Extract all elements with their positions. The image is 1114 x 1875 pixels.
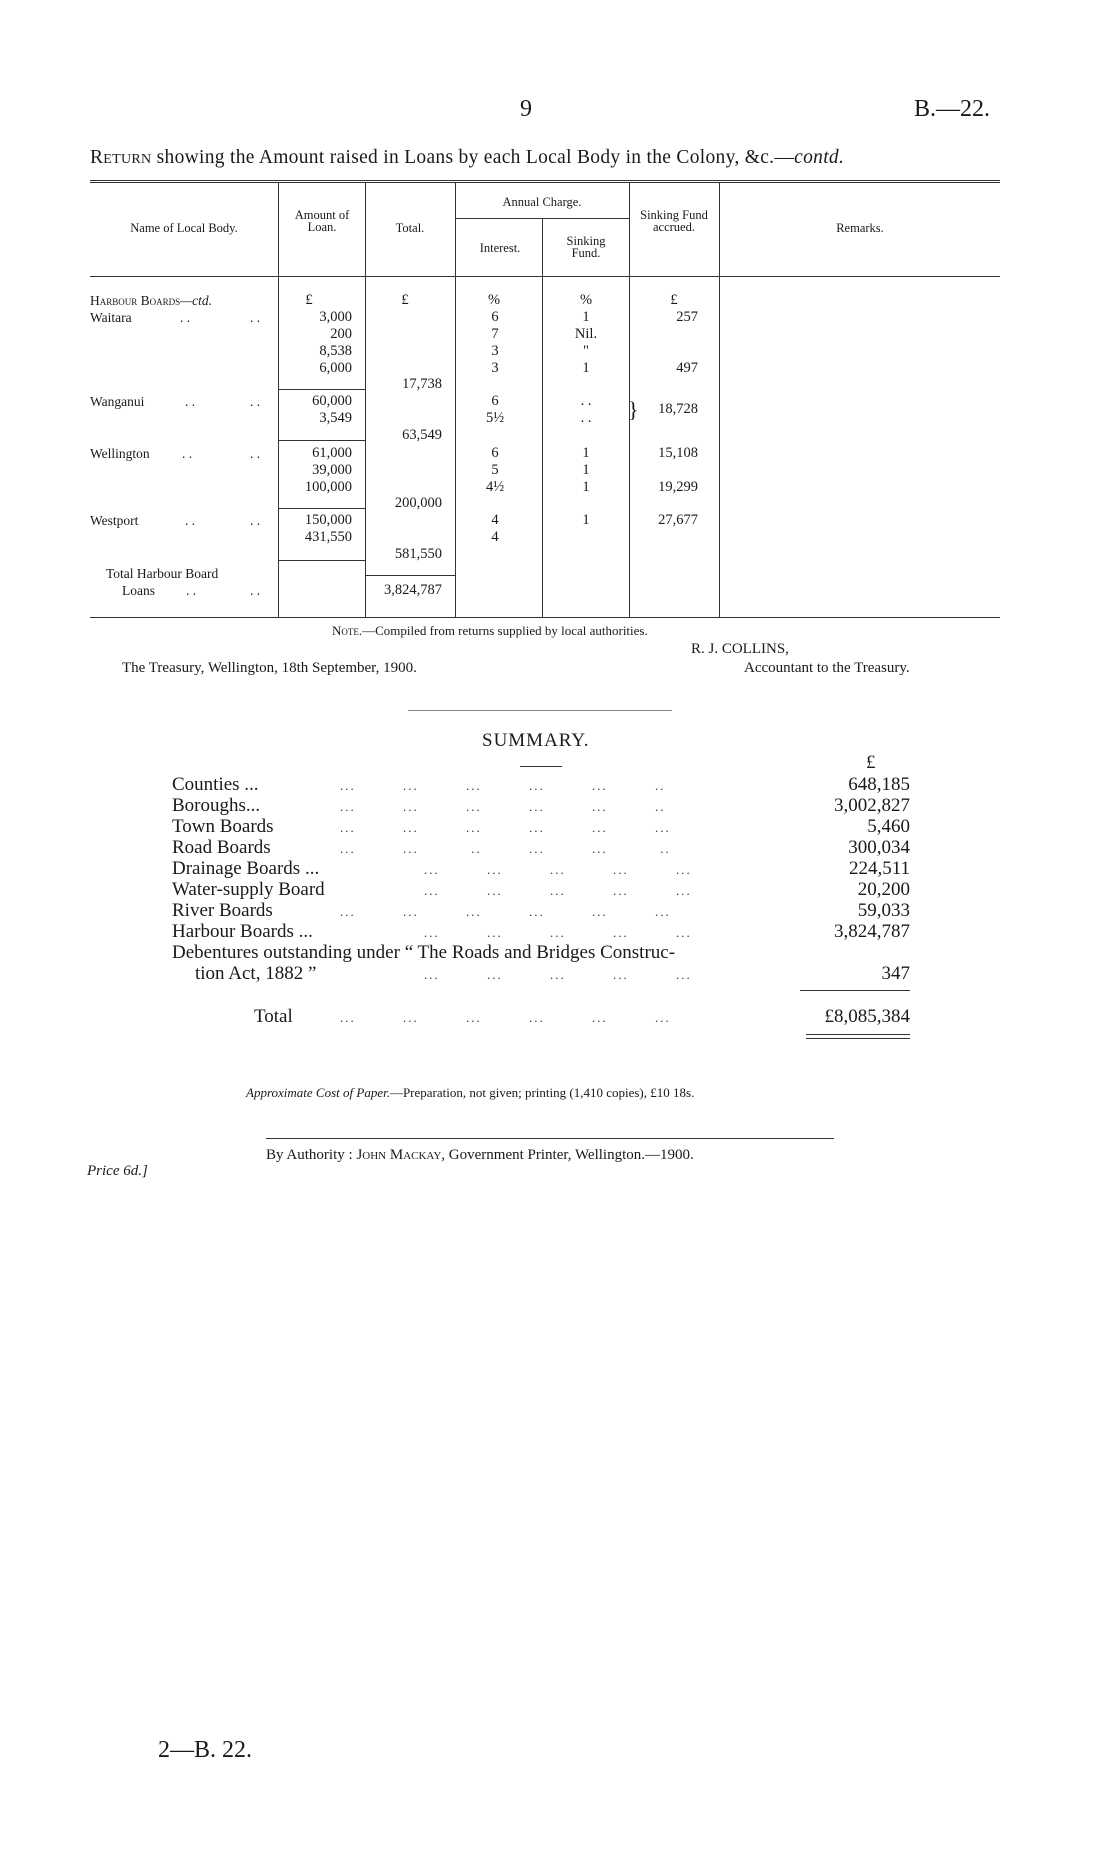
- signoff-title: Accountant to the Treasury.: [744, 660, 910, 676]
- amount-cell: 431,550: [304, 529, 352, 545]
- table-top-rule-2: [90, 182, 1000, 183]
- sinking-cell: 1: [582, 445, 590, 461]
- header-interest: Interest.: [479, 241, 521, 255]
- amount-cell: 61,000: [312, 445, 352, 461]
- section-heading-main: Harbour Boards: [90, 293, 181, 308]
- note-text: .—Compiled from returns supplied by local authorities.: [358, 623, 648, 638]
- summary-value: 347: [881, 963, 910, 984]
- authority-rule: [266, 1138, 834, 1139]
- table-top-rule: [90, 180, 1000, 181]
- total-cell: 63,549: [402, 427, 442, 443]
- summary-value: 300,034: [848, 837, 910, 858]
- row-name-wellington: Wellington: [90, 446, 150, 461]
- amount-group-rule: [278, 508, 365, 509]
- amount-cell: 60,000: [312, 393, 352, 409]
- unit-sf-accrued: £: [670, 292, 678, 308]
- amount-cell: 6,000: [319, 360, 352, 376]
- price: Price 6d.]: [87, 1163, 148, 1179]
- sinking-cell: 1: [582, 360, 590, 376]
- header-sf-accrued: Sinking Fund accrued.: [640, 208, 708, 234]
- summary-debentures-line1: Debentures outstanding under “ The Roads and Bridges Construc-: [172, 942, 676, 963]
- section-heading: [90, 292, 212, 309]
- signoff-place: The Treasury, Wellington, 18th September, 1900.: [122, 660, 417, 676]
- interest-cell: 4: [491, 512, 499, 528]
- leader-dots: . .: [182, 446, 193, 461]
- amount-cell: 3,000: [319, 309, 352, 325]
- summary-subtotal-rule: [800, 990, 910, 991]
- summary-value: 59,033: [857, 900, 910, 921]
- amount-group-rule: [278, 440, 365, 441]
- summary-double-rule: [806, 1038, 910, 1039]
- summary-label: Water-supply Board: [172, 879, 325, 900]
- summary-total-label: Total: [254, 1006, 293, 1027]
- summary-title-rule: [520, 766, 562, 767]
- page-title: [90, 147, 1010, 169]
- leader-dots: . .: [186, 583, 197, 598]
- col-divider-4: [542, 218, 543, 617]
- header-sinking-fund: Sinking Fund.: [566, 234, 606, 260]
- authority-printer: John Mackay: [356, 1147, 442, 1163]
- leader-dots: ... ... ... ... ...: [424, 967, 692, 982]
- sinking-cell: ": [583, 343, 589, 359]
- summary-debentures-line2: tion Act, 1882 ”: [195, 963, 317, 984]
- leader-dots: . .: [180, 310, 191, 325]
- sinking-cell: . .: [580, 393, 592, 409]
- section-divider: [408, 710, 672, 711]
- leader-dots: . .: [250, 394, 261, 409]
- interest-cell: 5½: [485, 410, 505, 426]
- amount-cell: 100,000: [304, 479, 352, 495]
- sinking-cell: Nil.: [574, 326, 598, 342]
- interest-cell: 7: [491, 326, 499, 342]
- sf-accrued-cell: 18,728: [658, 401, 698, 417]
- sinking-cell: 1: [582, 309, 590, 325]
- sinking-cell: . .: [580, 410, 592, 426]
- total-group-rule: [365, 575, 455, 576]
- leader-dots: ... ... ... ... ... ...: [340, 1010, 671, 1025]
- sinking-cell: 1: [582, 462, 590, 478]
- amount-cell: 3,549: [319, 410, 352, 426]
- summary-value: 224,511: [848, 858, 910, 879]
- interest-cell: 5: [491, 462, 499, 478]
- sf-accrued-cell: 497: [676, 360, 698, 376]
- leader-dots: ... ... ... ... ... ...: [340, 904, 671, 919]
- header-bottom-rule: [90, 276, 1000, 277]
- summary-label: Boroughs...: [172, 795, 261, 816]
- authority-line: [266, 1147, 694, 1164]
- interest-cell: 6: [491, 309, 499, 325]
- interest-cell: 6: [491, 393, 499, 409]
- unit-sinking: %: [579, 292, 593, 308]
- leader-dots: ... ... ... ... ... ...: [340, 820, 671, 835]
- summary-value: 3,002,827: [834, 795, 910, 816]
- summary-label: Road Boards: [172, 837, 271, 858]
- amount-cell: 8,538: [319, 343, 352, 359]
- paper-cost-italic: Approximate Cost of Paper.: [246, 1085, 390, 1100]
- leader-dots: . .: [250, 583, 261, 598]
- leader-dots: . .: [185, 394, 196, 409]
- amount-cell: 39,000: [312, 462, 352, 478]
- amount-cell: 150,000: [304, 512, 352, 528]
- summary-label: Drainage Boards ...: [172, 858, 320, 879]
- header-remarks: Remarks.: [836, 221, 884, 235]
- amount-group-rule: [278, 389, 365, 390]
- table-bottom-rule: [90, 617, 1000, 618]
- sinking-cell: 1: [582, 512, 590, 528]
- authority-lead: By Authority :: [266, 1147, 357, 1163]
- summary-label: Harbour Boards ...: [172, 921, 313, 942]
- sf-accrued-cell: 257: [676, 309, 698, 325]
- summary-value: 648,185: [848, 774, 910, 795]
- summary-currency: £: [866, 752, 876, 773]
- leader-dots: ... ... ... ... ...: [424, 925, 692, 940]
- header-name: Name of Local Body.: [130, 221, 238, 235]
- interest-cell: 3: [491, 343, 499, 359]
- col-divider-1: [278, 182, 279, 617]
- leader-dots: . .: [250, 310, 261, 325]
- total-cell: 581,550: [394, 546, 442, 562]
- row-name-wanganui: Wanganui: [90, 394, 145, 409]
- leader-dots: ... ... ... ... ...: [424, 862, 692, 877]
- leader-dots: . .: [250, 513, 261, 528]
- section-heading-suffix: —ctd.: [180, 293, 213, 308]
- sf-accrued-cell: 27,677: [658, 512, 698, 528]
- row-name-total-line2: Loans: [122, 583, 155, 598]
- summary-label: Counties ...: [172, 774, 259, 795]
- authority-rest: , Government Printer, Wellington.—1900.: [441, 1147, 694, 1163]
- footer-reference: 2—B. 22.: [158, 1737, 253, 1763]
- unit-amount: £: [305, 292, 313, 308]
- page-number: 9: [520, 96, 532, 122]
- document-reference: B.—22.: [914, 96, 991, 122]
- summary-value: 3,824,787: [834, 921, 910, 942]
- sf-accrued-cell: 15,108: [658, 445, 698, 461]
- signoff-name: R. J. COLLINS,: [691, 641, 789, 657]
- col-divider-6: [719, 182, 720, 617]
- col-divider-2: [365, 182, 366, 617]
- interest-cell: 3: [491, 360, 499, 376]
- paper-cost-text: —Preparation, not given; printing (1,410 copies), £10 18s.: [389, 1085, 695, 1100]
- summary-double-rule: [806, 1034, 910, 1035]
- summary-value: 5,460: [867, 816, 910, 837]
- title-contd: contd.: [794, 147, 845, 168]
- table-note: [332, 623, 648, 639]
- row-name-westport: Westport: [90, 513, 139, 528]
- note-lead: Note: [332, 623, 359, 638]
- summary-total-value: £8,085,384: [824, 1006, 910, 1027]
- amount-cell: 200: [330, 326, 352, 342]
- total-cell: 3,824,787: [384, 582, 442, 598]
- unit-total: £: [401, 292, 409, 308]
- row-name-waitara: Waitara: [90, 310, 132, 325]
- leader-dots: ... ... ... ... ...: [424, 883, 692, 898]
- summary-label: Town Boards: [172, 816, 274, 837]
- brace-icon: }: [628, 397, 639, 422]
- summary-value: 20,200: [857, 879, 910, 900]
- interest-cell: 6: [491, 445, 499, 461]
- title-rest: showing the Amount raised in Loans by each Local Body in the Colony, &c.—: [151, 147, 795, 168]
- leader-dots: ... ... ... ... ... ..: [340, 799, 666, 814]
- leader-dots: ... ... .. ... ... ..: [340, 841, 671, 856]
- leader-dots: . .: [185, 513, 196, 528]
- leader-dots: ... ... ... ... ... ..: [340, 778, 666, 793]
- interest-cell: 4½: [485, 479, 505, 495]
- header-total: Total.: [395, 221, 425, 235]
- leader-dots: . .: [250, 446, 261, 461]
- row-name-total-line1: Total Harbour Board: [106, 566, 219, 581]
- amount-group-rule: [278, 560, 365, 561]
- header-amount: Amount of Loan.: [294, 208, 350, 234]
- unit-interest: %: [487, 292, 501, 308]
- interest-cell: 4: [491, 529, 499, 545]
- total-cell: 200,000: [394, 495, 442, 511]
- title-lead: Return: [90, 147, 152, 168]
- col-divider-3: [455, 182, 456, 617]
- summary-label: River Boards: [172, 900, 273, 921]
- summary-title: SUMMARY.: [482, 730, 590, 751]
- sf-accrued-cell: 19,299: [658, 479, 698, 495]
- header-annual-charge: Annual Charge.: [502, 195, 582, 209]
- sinking-cell: 1: [582, 479, 590, 495]
- paper-cost-note: [246, 1085, 694, 1101]
- total-cell: 17,738: [402, 376, 442, 392]
